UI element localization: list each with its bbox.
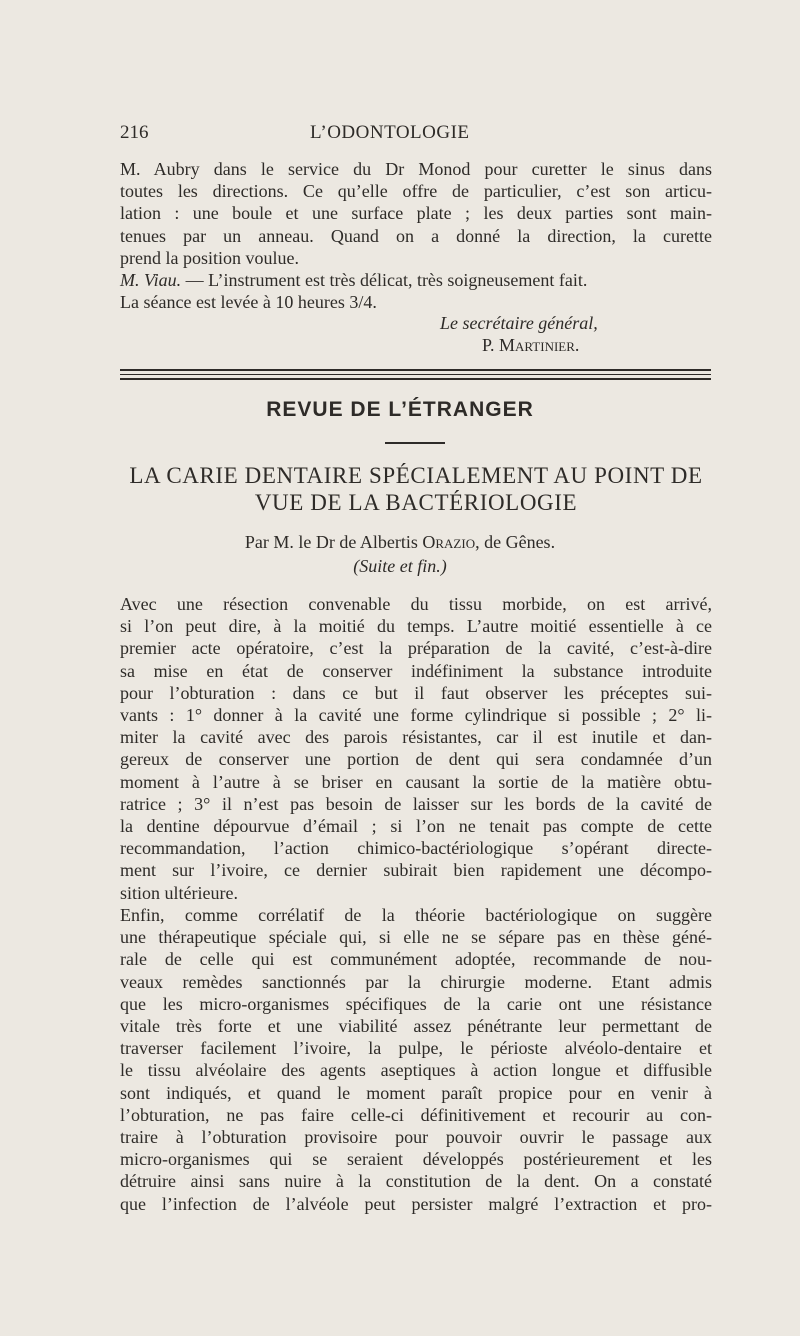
text-line: l’obturation, ne pas faire celle-ci définitivement et recourir au con- [120, 1104, 712, 1125]
text-line: tenues par un anneau. Quand on a donné la direction, la curette [120, 225, 712, 246]
text-line: sont indiqués, et quand le moment paraît propice pour en venir à [120, 1082, 712, 1103]
text-line: rale de celle qui est communément adoptée, recommande de nou- [120, 949, 712, 970]
text-line: moment à l’autre à se briser en causant la sortie de la matière obtu- [120, 771, 712, 792]
signature-name: P. Martinier. [482, 335, 580, 355]
text-line: une thérapeutique spéciale qui, si elle ne se sépare pas en thèse géné- [120, 927, 712, 948]
closing-line: La séance est levée à 10 heures 3/4. [120, 292, 377, 312]
text-line: vitale très forte et une viabilité assez pénétrante leur permettant de [120, 1016, 712, 1037]
text-line: que l’infection de l’alvéole peut persister malgré l’extraction et pro- [120, 1193, 712, 1214]
text-line: vants : 1° donner à la cavité une forme cylindrique si possible ; 2° li- [120, 705, 712, 726]
text-line: Avec une résection convenable du tissu morbide, on est arrivé, [120, 594, 712, 614]
text-line: que les micro-organismes spécifiques de la carie ont une résistance [120, 993, 712, 1014]
text-line: gereux de conserver une portion de dent qui sera condamnée d’un [120, 749, 712, 770]
text-line: premier acte opératoire, c’est la préparation de la cavité, c’est-à-dire [120, 638, 712, 659]
text-line: ment sur l’ivoire, ce dernier subirait bien rapidement une décompo- [120, 860, 712, 881]
text-line: prend la position voulue. [120, 247, 299, 268]
text-line: le tissu alvéolaire des agents aseptiques à action longue et diffusible [120, 1060, 712, 1081]
text-line: Enfin, comme corrélatif de la théorie bactériologique on suggère [120, 905, 712, 925]
article-title-line-2: VUE DE LA BACTÉRIOLOGIE [254, 490, 578, 515]
text-line: sition ultérieure. [120, 882, 238, 903]
article-paragraph-2 [120, 904, 712, 1215]
divider-rule-mid [120, 374, 711, 375]
text-line: sa mise en état de conserver indéfiniment la substance introduite [120, 660, 712, 681]
divider-rule-bottom [120, 378, 711, 380]
article-title-line-1: LA CARIE DENTAIRE SPÉCIALEMENT AU POINT DE [129, 463, 703, 488]
remark-speaker: M. Viau. [120, 270, 182, 290]
intro-paragraph [120, 158, 712, 269]
continuation-note: (Suite et fin.) [353, 556, 447, 576]
text-line: miter la cavité avec des parois résistantes, car il est inutile et dan- [120, 727, 712, 748]
section-title: REVUE DE L’ÉTRANGER [266, 398, 534, 421]
running-title: L’ODONTOLOGIE [310, 122, 470, 143]
byline: Par M. le Dr de Albertis Orazio, de Gênes. [244, 532, 556, 552]
text-line: pour l’obturation : dans ce but il faut observer les préceptes sui- [120, 682, 712, 703]
text-line: lation : une boule et une surface plate ; les deux parties sont main- [120, 203, 712, 224]
viau-remark [120, 269, 712, 291]
text-line: veaux remèdes sanctionnés par la chirurgie moderne. Etant admis [120, 971, 712, 992]
article-paragraph-1 [120, 593, 712, 904]
text-line: traire à l’obturation provisoire pour pouvoir ouvrir le passage aux [120, 1127, 712, 1148]
text-line: détruire ainsi sans nuire à la constitution de la dent. On a constaté [120, 1171, 712, 1192]
article-title [120, 462, 712, 516]
page-header [120, 122, 712, 144]
text-line: M. Aubry dans le service du Dr Monod pour curetter le sinus dans [120, 159, 712, 179]
signature-role: Le secrétaire général, [440, 313, 598, 333]
text-line: la dentine dépourvue d’émail ; si l’on ne tenait pas compte de cette [120, 816, 712, 837]
divider-rule-top [120, 369, 711, 371]
text-line: toutes les directions. Ce qu’elle offre de particulier, c’est son articu- [120, 181, 712, 202]
remark-text: — L’instrument est très délicat, très soigneusement fait. [181, 270, 588, 290]
text-line: si l’on peut dire, à la moitié du temps. L’autre moitié essentielle à ce [120, 616, 712, 637]
text-line: micro-organismes qui se seraient développés postérieurement et les [120, 1149, 712, 1170]
page-number: 216 [120, 122, 149, 143]
text-line: recommandation, l’action chimico-bactériologique s’opérant directe- [120, 838, 712, 859]
text-line: traverser facilement l’ivoire, la pulpe, le périoste alvéolo-dentaire et [120, 1038, 712, 1059]
text-line: ratrice ; 3° il n’est pas besoin de laisser sur les bords de la cavité de [120, 793, 712, 814]
author-name: Orazio [422, 532, 476, 552]
title-divider [385, 442, 445, 444]
